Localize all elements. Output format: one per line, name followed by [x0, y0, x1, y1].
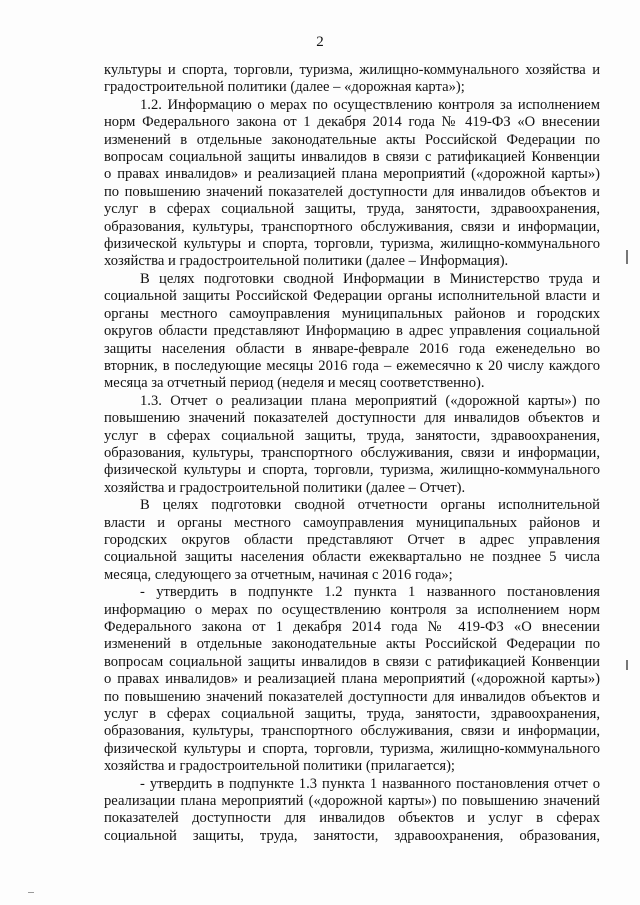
- text-line: - утвердить в подпункте 1.2 пункта 1 названного постановления: [140, 584, 600, 601]
- text-line: реализации плана мероприятий («дорожной карты») по повышению значений: [104, 793, 600, 810]
- text-line: 1.2. Информацию о мерах по осуществлению контроля за исполнением: [140, 96, 600, 113]
- text-line: образования, культуры, транспортного обслуживания, связи и информации,: [104, 723, 600, 740]
- text-line: физической культуры и спорта, торговли, туризма, жилищно-коммунального: [104, 462, 600, 479]
- scan-edge-mark: [626, 250, 628, 264]
- text-line: хозяйства и градостроительной политики (далее – Отчет).: [104, 479, 466, 496]
- text-line: изменений в отдельные законодательные акты Российской Федерации по: [104, 636, 600, 653]
- text-line: образования, культуры, транспортного обслуживания, связи и информации,: [104, 444, 600, 461]
- text-line: физической культуры и спорта, торговли, туризма, жилищно-коммунального: [104, 236, 600, 253]
- text-line: изменений в отдельные законодательные акты Российской Федерации по: [104, 131, 600, 148]
- text-line: о правах инвалидов» и реализацией плана мероприятий («дорожной карты»): [104, 671, 600, 688]
- text-line: показателей доступности для инвалидов объектов и услуг в сферах: [104, 810, 600, 827]
- text-line: градостроительной политики (далее – «дорожная карта»);: [104, 79, 465, 96]
- text-line: вопросам социальной защиты инвалидов в связи с ратификацией Конвенции: [104, 653, 600, 670]
- text-line: месяца за отчетный период (неделя и месяц соответственно).: [104, 375, 485, 392]
- text-line: округов области представляют Информацию в адрес управления социальной: [104, 323, 600, 340]
- text-line: 1.3. Отчет о реализации плана мероприятий («дорожной карты») по: [140, 392, 600, 409]
- text-line: услуг в сферах социальной защиты, труда, занятости, здравоохранения,: [104, 427, 600, 444]
- text-line: защиты населения области в январе-феврале 2016 года еженедельно во: [104, 340, 600, 357]
- text-line: услуг в сферах социальной защиты, труда, занятости, здравоохранения,: [104, 201, 600, 218]
- text-line: - утвердить в подпункте 1.3 пункта 1 названного постановления отчет о: [140, 775, 600, 792]
- text-line: повышению значений показателей доступности для инвалидов объектов и: [104, 410, 600, 427]
- page-number: 2: [316, 34, 324, 50]
- text-line: услуг в сферах социальной защиты, труда, занятости, здравоохранения,: [104, 706, 600, 723]
- text-line: месяца, следующего за отчетным, начиная с 2016 года»;: [104, 566, 453, 583]
- scan-corner-mark: [28, 892, 34, 893]
- text-line: В целях подготовки сводной отчетности органы исполнительной: [140, 497, 600, 514]
- text-line: образования, культуры, транспортного обслуживания, связи и информации,: [104, 218, 600, 235]
- text-line: вторник, в последующие месяцы 2016 года – ежемесячно к 20 числу каждого: [104, 357, 600, 374]
- text-line: физической культуры и спорта, торговли, туризма, жилищно-коммунального: [104, 740, 600, 757]
- text-line: хозяйства и градостроительной политики (прилагается);: [104, 758, 455, 775]
- text-line: по повышению значений показателей доступности для инвалидов объектов и: [104, 183, 600, 200]
- text-line: органы местного самоуправления муниципальных районов и городских: [104, 305, 600, 322]
- scan-edge-mark: [626, 660, 628, 670]
- text-line: В целях подготовки сводной Информации в Министерство труда и: [140, 270, 600, 287]
- text-line: городских округов области представляют Отчет в адрес управления: [104, 531, 600, 548]
- text-line: о правах инвалидов» и реализацией плана мероприятий («дорожной карты»): [104, 166, 600, 183]
- text-line: власти и органы местного самоуправления муниципальных районов и: [104, 514, 600, 531]
- text-line: Федерального закона от 1 декабря 2014 года № 419-ФЗ «О внесении: [104, 619, 600, 635]
- document-body: [104, 62, 600, 845]
- text-line: хозяйства и градостроительной политики (далее – Информация).: [104, 253, 509, 270]
- text-line: культуры и спорта, торговли, туризма, жилищно-коммунального хозяйства и: [104, 62, 600, 78]
- text-line: по повышению значений показателей доступности для инвалидов объектов и: [104, 688, 600, 705]
- text-line: социальной защиты населения области ежеквартально не позднее 5 числа: [104, 549, 600, 566]
- text-line: социальной защиты, труда, занятости, здравоохранения, образования,: [104, 827, 600, 844]
- text-line: информацию о мерах по осуществлению контроля за исполнением норм: [104, 601, 600, 618]
- text-line: социальной защиты Российской Федерации органы исполнительной власти и: [104, 288, 600, 305]
- text-line: норм Федерального закона от 1 декабря 2014 года № 419-ФЗ «О внесении: [104, 114, 600, 131]
- text-line: вопросам социальной защиты инвалидов в связи с ратификацией Конвенции: [104, 149, 600, 166]
